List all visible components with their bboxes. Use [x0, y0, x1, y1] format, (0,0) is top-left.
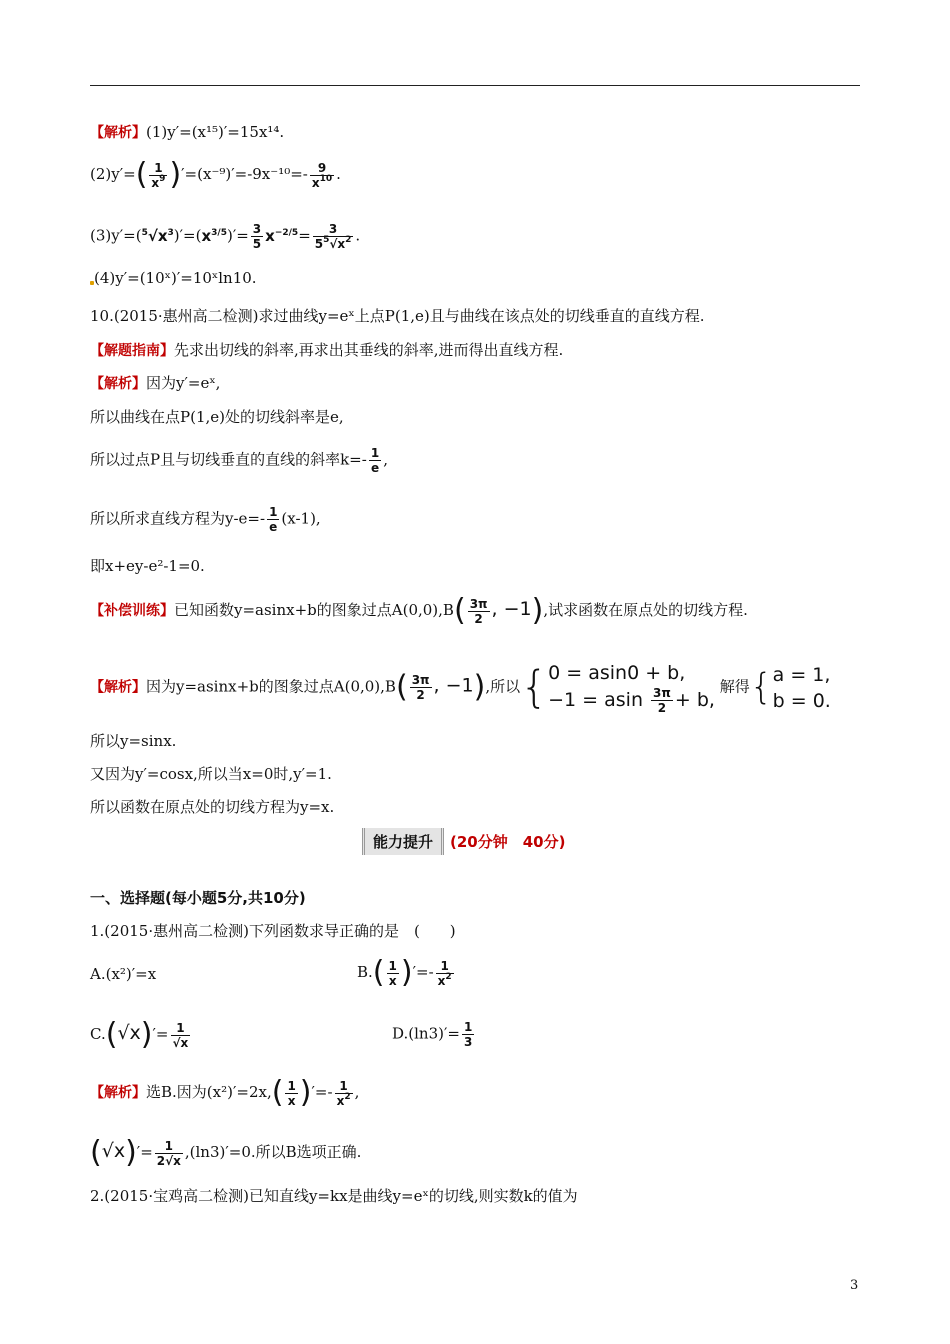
q1-option-a: A.(x²)′=x — [90, 965, 157, 983]
sol9-line3: $(3)y'=(^5√x^3)'=(x^{3/5})'=$ $\frac{3}{5}$ $x^{-2/5}=$ $\frac{3}{5^5√x^2}$ . — [90, 222, 361, 251]
bc-stem: 【补偿训练】已知函数y=asinx+b的图象过点A(0,0),B( $\frac{3\pi}{2}$ , −1),试求函数在原点处的切线方程. — [90, 593, 748, 628]
section-heading: 一、选择题(每小题5分,共10分) — [90, 889, 306, 907]
q10-hint: 【解题指南】先求出切线的斜率,再求出其垂线的斜率,进而得出直线方程. — [90, 341, 564, 359]
q10-sol-line5: 即x+ey-e²-1=0. — [90, 557, 205, 575]
sol9-line1: 【解析】(1)y′=(x¹⁵)′=15x¹⁴. — [90, 123, 285, 141]
q10-stem: 10.(2015·惠州高二检测)求过曲线y=eˣ上点P(1,e)且与曲线在该点处的切线垂直的直线方程. — [90, 307, 705, 325]
bc-sol-line3: 又因为y′=cosx,所以当x=0时,y′=1. — [90, 765, 332, 783]
header-rule — [90, 85, 860, 86]
sol9-line2: (2)y′=( $\frac{1}{x^9}$ )′=(x⁻⁹)′=-9x⁻¹⁰=- $\frac{9}{x^{10}}$ . — [90, 157, 341, 192]
q1-option-c: C.(√x)′= $\frac{1}{√x}$ — [90, 1017, 189, 1052]
q2-stem: 2.(2015·宝鸡高二检测)已知直线y=kx是曲线y=eˣ的切线,则实数k的值为 — [90, 1187, 578, 1205]
q10-sol-line1: 【解析】因为y′=eˣ, — [90, 374, 221, 392]
bc-sol-line4: 所以函数在原点处的切线方程为y=x. — [90, 798, 335, 816]
q1-option-d: D.(ln3)′= $\frac{1}{3}$ — [392, 1020, 473, 1049]
q1-sol-line2: (√x)′= $\frac{1}{2√x}$ ,(ln3)′=0.所以B选项正确. — [90, 1135, 362, 1170]
sol9-line4: (4)y′=(10ˣ)′=10ˣln10. — [90, 268, 257, 288]
banner-title: 能力提升 — [362, 828, 444, 855]
bc-sol-line1: 【解析】因为y=asinx+b的图象过点A(0,0),B( $\frac{3\pi}{2}$ , −1),所以{0 = asin0 + b, −1 = asin $\frac{3\pi}{2}$ + b, 解得{a = 1, b = 0. — [90, 661, 831, 715]
page-number: 3 — [850, 1278, 859, 1293]
q10-sol-line2: 所以曲线在点P(1,e)处的切线斜率是e, — [90, 408, 344, 426]
section-banner — [362, 826, 565, 856]
q1-sol-line1: 【解析】选B.因为(x²)′=2x,( $\frac{1}{x}$ )′=- $\frac{1}{x^2}$ , — [90, 1075, 360, 1110]
q10-sol-line4: 所以所求直线方程为y-e=- $\frac{1}{e}$ (x-1), — [90, 505, 321, 534]
banner-points: (20分钟 40分) — [450, 832, 566, 851]
bc-sol-line2: 所以y=sinx. — [90, 732, 177, 750]
q1-option-b: B.( $\frac{1}{x}$ )′=- $\frac{1}{x^2}$ — [357, 955, 452, 990]
q10-sol-line3: 所以过点P且与切线垂直的直线的斜率k=- $\frac{1}{e}$ , — [90, 446, 388, 475]
q1-stem: 1.(2015·惠州高二检测)下列函数求导正确的是 ( ) — [90, 922, 456, 940]
